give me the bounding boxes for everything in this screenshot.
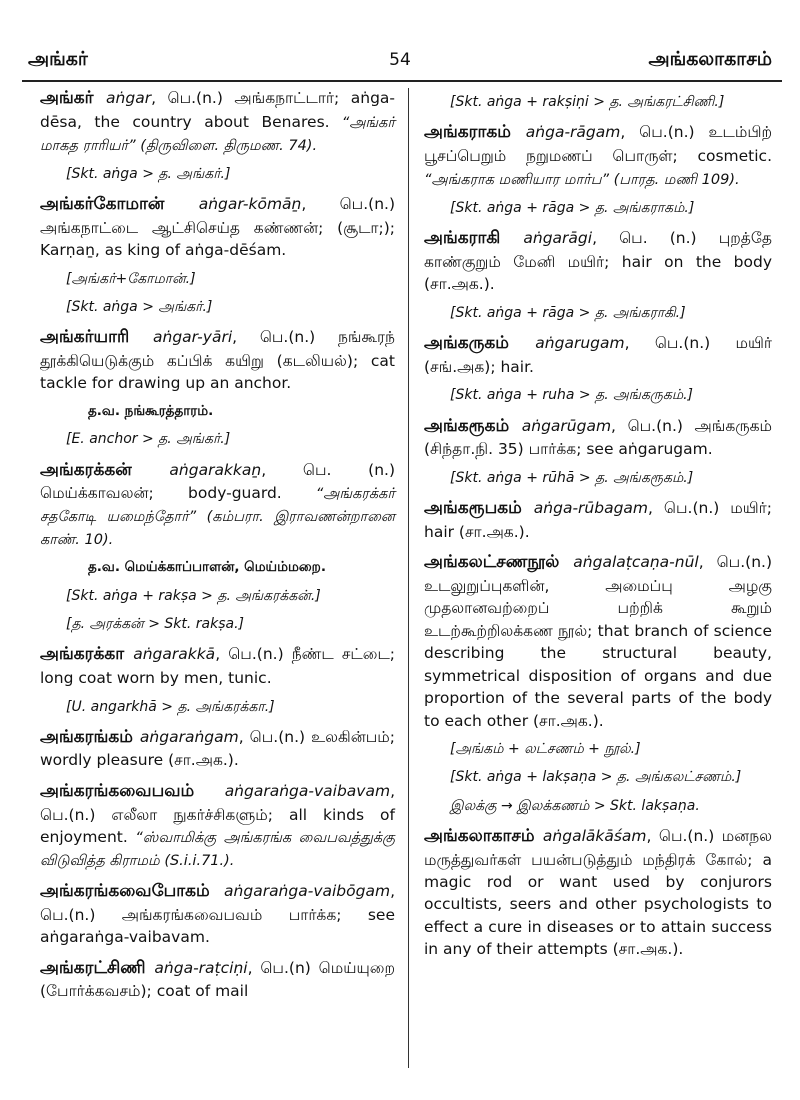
- dictionary-entry: [424, 331, 772, 378]
- dictionary-entry: [40, 458, 395, 552]
- entry-headword: அங்கரங்கவைபவம்: [40, 780, 225, 801]
- dictionary-entry: [40, 642, 395, 689]
- entry-transliteration: aṅgar: [106, 89, 152, 107]
- header-guide-word-right: அங்கலாகாசம்: [648, 48, 772, 70]
- entry-definition: , பெ.(n.) அங்கநாட்டை ஆட்சிசெய்த கண்ணன்; (சூடா;); Karṇaṉ, as king of aṅga-dēśam.: [40, 194, 395, 260]
- tamil-equivalent-note: த.வ. நங்கூரத்தாரம்.: [88, 402, 214, 419]
- entry-definition: , பெ.(n.) நீண்ட சட்டை; long coat worn by men, tunic.: [40, 645, 395, 688]
- entry-citation: “ஸ்வாமிக்கு அங்கரங்க வைபவத்துக்கு விடுவித்த கிராமம் (S.i.i.71.).: [40, 830, 395, 870]
- dictionary-entry: [40, 956, 395, 1003]
- dictionary-entry: [424, 550, 772, 732]
- page-header: [22, 48, 778, 78]
- etymology-note: இலக்கு → இலக்கணம் > Skt. lakṣaṇa.: [450, 797, 700, 814]
- entry-transliteration: aṅgalaṭcaṇa-nūl: [573, 553, 699, 572]
- entry-definition: , பெ.(n.) அங்கநாட்டார்; aṅga-dēsa, the country about Benares.: [40, 89, 395, 131]
- entry-transliteration: aṅga-raṭciṇi: [154, 958, 248, 977]
- etymology-note: [Skt. aṅga + ruha > த. அங்கருகம்.]: [450, 387, 694, 404]
- etymology-note: [அங்கர்+கோமான்.]: [66, 270, 196, 287]
- entry-headword: அங்கரக்கன்: [40, 459, 170, 480]
- entry-definition: , பெ.(n.) உடம்பிற் பூசப்பெறும் நறுமணப் பொருள்; cosmetic.: [424, 123, 773, 165]
- dictionary-entry: [40, 86, 395, 157]
- header-rule: [22, 80, 782, 82]
- entry-definition: , பெ.(n.) நங்கூரந் தூக்கியெடுக்கும் கப்பிக் கயிறு (கடலியல்); cat tackle for drawing up an anchor.: [40, 328, 395, 393]
- entry-definition: , பெ.(n) மெய்யுறை (போர்க்கவசம்); coat of mail: [40, 958, 395, 1001]
- column-divider: [408, 88, 409, 1068]
- tamil-equivalent-note: த.வ. மெய்க்காப்பாளன், மெய்ம்மறை.: [88, 559, 326, 576]
- entry-headword: அங்கரூபகம்: [424, 497, 534, 518]
- entry-definition: , பெ.(n.) எலீலா நுகர்ச்சிகளும்; all kinds of enjoyment.: [40, 781, 395, 847]
- entry-headword: அங்கராகி: [424, 228, 524, 249]
- entry-transliteration: aṅgarakkaṉ: [169, 460, 262, 479]
- entry-transliteration: aṅgarūgam: [521, 416, 612, 435]
- entry-definition: , பெ. (n.) புறத்தே காண்குறும் மேனி மயிர்; hair on the body (சா.அக.).: [424, 229, 773, 294]
- page-number: 54: [389, 50, 411, 70]
- left-column: [40, 86, 395, 1010]
- entry-headword: அங்கலட்சணநூல்: [424, 552, 574, 573]
- entry-headword: அங்கரங்கம்: [40, 726, 140, 747]
- entry-headword: அங்கருகம்: [424, 333, 536, 354]
- entry-transliteration: aṅgar-yāri: [153, 328, 233, 347]
- etymology-note: [Skt. aṅga + rāga > த. அங்கராகம்.]: [450, 199, 695, 216]
- entry-headword: அங்கர்: [40, 88, 107, 108]
- entry-definition: , பெ.(n.) மயிர்; hair (சா.அக.).: [424, 498, 772, 541]
- entry-headword: அங்கரக்கா: [40, 644, 134, 665]
- dictionary-entry: [424, 824, 772, 961]
- dictionary-entry: [424, 496, 772, 543]
- header-guide-word-left: அங்கர்: [28, 48, 88, 70]
- etymology-note: [Skt. aṅga + rakṣiṇi > த. அங்கரட்சிணி.]: [450, 94, 725, 110]
- entry-transliteration: aṅgarakkā: [133, 645, 216, 664]
- entry-transliteration: aṅgar-kōmāṉ: [198, 194, 302, 213]
- right-column: [424, 86, 772, 968]
- etymology-note: [E. anchor > த. அங்கர்.]: [66, 431, 231, 448]
- entry-headword: அங்கராகம்: [424, 122, 526, 143]
- entry-transliteration: aṅgarāgi: [523, 229, 593, 248]
- etymology-note: [Skt. aṅga + lakṣaṇa > த. அங்கலட்சணம்.]: [450, 769, 742, 786]
- etymology-note: [Skt. aṅga + rūhā > த. அங்கரூகம்.]: [450, 469, 694, 486]
- entry-citation: “அங்கராக மணியார மார்ப” (பாரத. மணி 109).: [424, 171, 740, 188]
- dictionary-entry: [40, 779, 395, 872]
- entry-transliteration: aṅga-rāgam: [525, 123, 621, 142]
- entry-headword: அங்கரட்சிணி: [40, 957, 155, 978]
- entry-headword: அங்கர்யாரி: [40, 327, 153, 348]
- entry-transliteration: aṅgalākāśam: [542, 826, 647, 845]
- dictionary-entry: [424, 226, 772, 296]
- dictionary-entry: [40, 725, 395, 772]
- etymology-note: [Skt. aṅga > அங்கர்.]: [66, 298, 213, 315]
- entry-headword: அங்கலாகாசம்: [424, 825, 543, 846]
- entry-headword: அங்கர்கோமான்: [40, 193, 199, 214]
- entry-transliteration: aṅgaraṅga-vaibōgam: [224, 882, 391, 901]
- entry-transliteration: aṅgaraṅgam: [139, 727, 239, 746]
- entry-definition: , பெ.(n.) அங்கருகம் (சிந்தா.நி. 35) பார்க்க; see aṅgarugam.: [424, 416, 773, 459]
- entry-definition: , பெ.(n.) உலகின்பம்; wordly pleasure (சா.அக.).: [40, 727, 395, 770]
- dictionary-entry: [424, 414, 772, 461]
- dictionary-entry: [40, 192, 395, 262]
- entry-definition: , பெ. (n.) மெய்க்காவலன்; body-guard.: [40, 460, 395, 503]
- etymology-note: [Skt. aṅga + rāga > த. அங்கராகி.]: [450, 304, 686, 321]
- entry-definition: , பெ.(n.) உடலுறுப்புகளின், அமைப்பு அழகு முதலானவற்றைப் பற்றிக் கூறும் உடற்கூற்றிலக்கண நூல்; that branch of science describing the structural beauty, symmetrical disposition of organs and due proportion of the several parts of the body to each other (சா.அக.).: [424, 553, 772, 730]
- entry-definition: , பெ.(n.) மனநல மருத்துவர்கள் பயன்படுத்தும் மந்திரக் கோல்; a magic rod or want used by conjurors occultists, seers and other psychologists to effect a cure in diseases or to attain success in any of their attempts (சா.அக.).: [424, 826, 773, 959]
- etymology-note: [அங்கம் + லட்சணம் + நூல்.]: [450, 740, 641, 757]
- entry-transliteration: aṅga-rūbagam: [533, 498, 649, 517]
- entry-headword: அங்கரூகம்: [424, 415, 522, 436]
- entry-definition: , பெ.(n.) அங்கரங்கவைபவம் பார்க்க; see aṅgaraṅga-vaibavam.: [40, 882, 395, 947]
- entry-citation: “அங்கரக்கர் சதகோடி யமைந்தோர்” (கம்பரா. இராவணன்றானை காண். 10).: [40, 486, 395, 549]
- dictionary-entry: [40, 879, 395, 949]
- entry-definition: , பெ.(n.) மயிர் (சங்.அக); hair.: [424, 334, 772, 376]
- etymology-note: [Skt. aṅga + rakṣa > த. அங்கரக்கன்.]: [66, 587, 321, 604]
- entry-headword: அங்கரங்கவைபோகம்: [40, 881, 225, 902]
- dictionary-entry: [424, 120, 772, 191]
- entry-transliteration: aṅgaraṅga-vaibavam: [224, 781, 391, 800]
- etymology-note: [த. அரக்கன் > Skt. rakṣa.]: [66, 616, 245, 633]
- entry-citation: “அங்கர் மாகத ராரியர்” (திருவிளை. திருமண. 74).: [40, 114, 395, 154]
- dictionary-entry: [40, 325, 395, 395]
- etymology-note: [Skt. aṅga > த. அங்கர்.]: [66, 165, 231, 182]
- etymology-note: [U. angarkhā > த. அங்கரக்கா.]: [66, 698, 275, 715]
- entry-transliteration: aṅgarugam: [535, 334, 625, 353]
